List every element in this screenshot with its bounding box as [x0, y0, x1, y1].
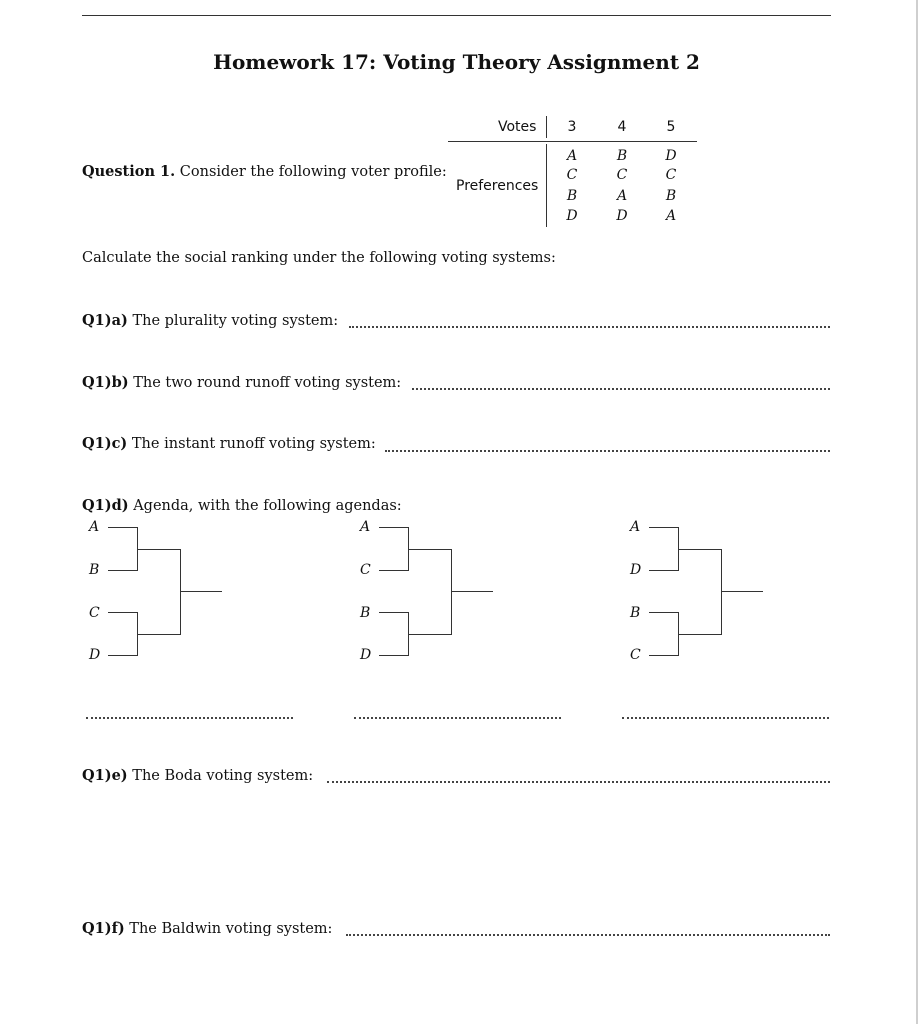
pref-cell: B — [616, 148, 628, 164]
tree-line — [108, 612, 137, 613]
answer-line-f[interactable] — [346, 934, 830, 936]
pref-cell: A — [665, 208, 677, 224]
tree-line — [137, 549, 180, 550]
answer-line-d3[interactable] — [622, 717, 829, 719]
tree-line — [721, 591, 763, 592]
tree-line — [649, 570, 678, 571]
part-c — [82, 435, 376, 452]
part-a-text: The plurality voting system: — [132, 313, 339, 329]
tree-line — [108, 570, 137, 571]
part-f-text: The Baldwin voting system: — [129, 921, 333, 937]
part-c-label: Q1)c) — [82, 435, 128, 452]
part-a — [82, 312, 338, 329]
tree-line — [108, 655, 137, 656]
pref-cell: C — [566, 167, 578, 183]
votes-value: 4 — [617, 119, 627, 135]
pref-cell: B — [566, 188, 578, 204]
part-e-label: Q1)e) — [82, 767, 128, 784]
part-e — [82, 767, 313, 784]
agenda-label: A — [360, 519, 371, 535]
tree-line — [379, 527, 408, 528]
pref-cell: C — [616, 167, 628, 183]
agenda-label: C — [360, 562, 371, 578]
pref-cell: D — [665, 148, 677, 164]
answer-line-a[interactable] — [349, 326, 830, 328]
votes-value: 3 — [567, 119, 577, 135]
question1-label: Question 1. — [82, 163, 176, 180]
votes-value: 5 — [666, 119, 676, 135]
tree-line — [721, 549, 722, 635]
agenda-label: D — [89, 647, 101, 663]
tree-line — [137, 634, 180, 635]
votes-header: Votes — [498, 119, 537, 135]
part-b — [82, 374, 401, 391]
answer-line-d1[interactable] — [86, 717, 293, 719]
pref-cell: D — [566, 208, 578, 224]
part-d-label: Q1)d) — [82, 497, 129, 514]
agenda-label: D — [630, 562, 642, 578]
tree-line — [678, 549, 721, 550]
table-vrule-bottom — [546, 144, 547, 227]
answer-line-c[interactable] — [385, 450, 830, 452]
tree-line — [379, 570, 408, 571]
tree-line — [108, 527, 137, 528]
tree-line — [379, 612, 408, 613]
agenda-label: A — [630, 519, 641, 535]
tree-line — [678, 634, 721, 635]
page-title: Homework 17: Voting Theory Assignment 2 — [213, 50, 700, 74]
agenda-label: C — [630, 647, 641, 663]
answer-line-e[interactable] — [327, 781, 830, 783]
agenda-label: B — [360, 605, 371, 621]
pref-cell: B — [665, 188, 677, 204]
tree-line — [379, 655, 408, 656]
agenda-label: B — [630, 605, 641, 621]
pref-cell: A — [616, 188, 628, 204]
preferences-header: Preferences — [456, 178, 539, 194]
part-b-text: The two round runoff voting system: — [133, 375, 402, 391]
part-f-label: Q1)f) — [82, 920, 125, 937]
tree-line — [180, 549, 181, 635]
tree-line — [649, 655, 678, 656]
tree-line — [649, 527, 678, 528]
pref-cell: A — [566, 148, 578, 164]
agenda-label: D — [360, 647, 372, 663]
question1-intro — [82, 163, 447, 180]
part-c-text: The instant runoff voting system: — [131, 436, 376, 452]
tree-line — [408, 634, 451, 635]
table-hrule — [448, 141, 697, 142]
agenda-label: B — [89, 562, 100, 578]
calc-instruction: Calculate the social ranking under the following voting systems: — [82, 250, 556, 266]
part-b-label: Q1)b) — [82, 374, 129, 391]
part-d-text: Agenda, with the following agendas: — [133, 498, 402, 514]
question1-text: Consider the following voter profile: — [179, 164, 447, 180]
pref-cell: D — [616, 208, 628, 224]
top-rule — [82, 15, 831, 16]
agenda-label: C — [89, 605, 100, 621]
part-f — [82, 920, 332, 937]
pref-cell: C — [665, 167, 677, 183]
tree-line — [451, 591, 493, 592]
part-d — [82, 497, 402, 514]
tree-line — [408, 549, 451, 550]
tree-line — [451, 549, 452, 635]
answer-line-d2[interactable] — [354, 717, 561, 719]
answer-line-b[interactable] — [412, 388, 830, 390]
tree-line — [180, 591, 222, 592]
part-e-text: The Boda voting system: — [132, 768, 314, 784]
agenda-label: A — [89, 519, 100, 535]
table-vrule-top — [546, 116, 547, 138]
part-a-label: Q1)a) — [82, 312, 128, 329]
tree-line — [649, 612, 678, 613]
